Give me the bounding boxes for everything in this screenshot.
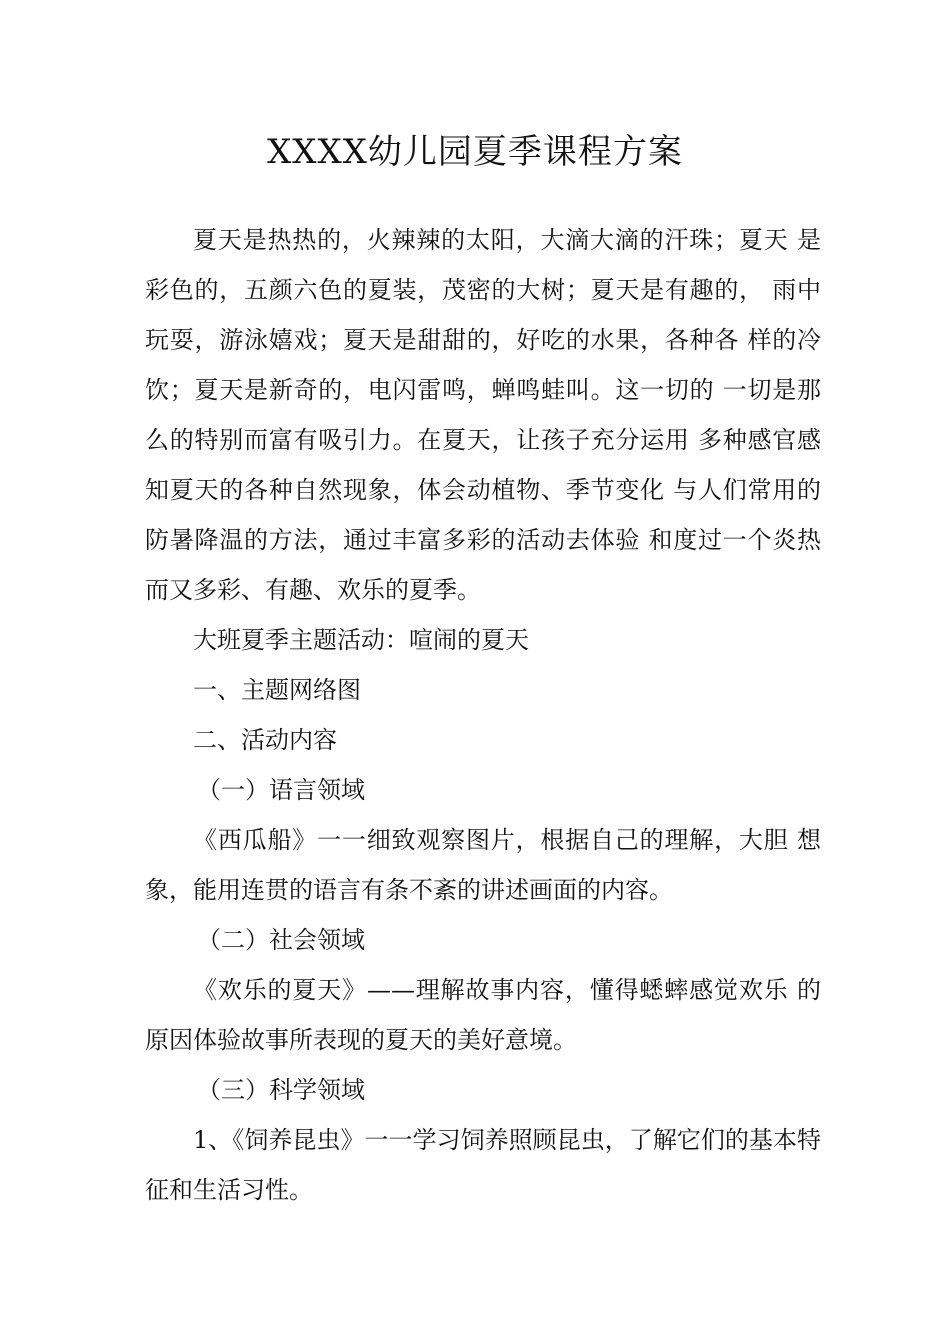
subsection-heading-social: （二）社会领域 xyxy=(197,926,365,954)
section-heading-network: 一、主题网络图 xyxy=(193,676,361,704)
document-title: XXXX幼儿园夏季课程方案 xyxy=(267,132,683,172)
social-paragraph: 《欢乐的夏天》——理解故事内容，懂得蟋蟀感觉欢乐 的原因体验故事所表现的夏天的美好意境。 xyxy=(145,976,821,1054)
subsection-heading-science: （三）科学领域 xyxy=(197,1076,365,1104)
subsection-heading-language: （一）语言领域 xyxy=(197,776,365,804)
section-heading-activities: 二、活动内容 xyxy=(193,726,337,754)
science-paragraph-1: 1、《饲养昆虫》一一学习饲养照顾昆虫，了解它们的基本特征和生活习性。 xyxy=(145,1126,821,1204)
language-paragraph: 《西瓜船》一一细致观察图片，根据自己的理解，大胆 想象，能用连贯的语言有条不紊的讲述画面的内容。 xyxy=(145,826,821,904)
theme-heading: 大班夏季主题活动：喧闹的夏天 xyxy=(193,626,529,654)
document-body xyxy=(145,215,821,1215)
intro-paragraph: 夏天是热热的，火辣辣的太阳，大滴大滴的汗珠；夏天 是彩色的，五颜六色的夏装，茂密的大树；夏天是有趣的， 雨中玩耍，游泳嬉戏；夏天是甜甜的，好吃的水果，各种各 样的冷饮；夏天是新奇的，电闪雷鸣，蝉鸣蛙叫。这一切的 一切是那么的特别而富有吸引力。在夏天，让孩子充分运用 多种感官感知夏天的各种自然现象，体会动植物、季节变化 与人们常用的防暑降温的方法，通过丰富多彩的活动去体验 和度过一个炎热而又多彩、有趣、欢乐的夏季。 xyxy=(145,226,821,604)
